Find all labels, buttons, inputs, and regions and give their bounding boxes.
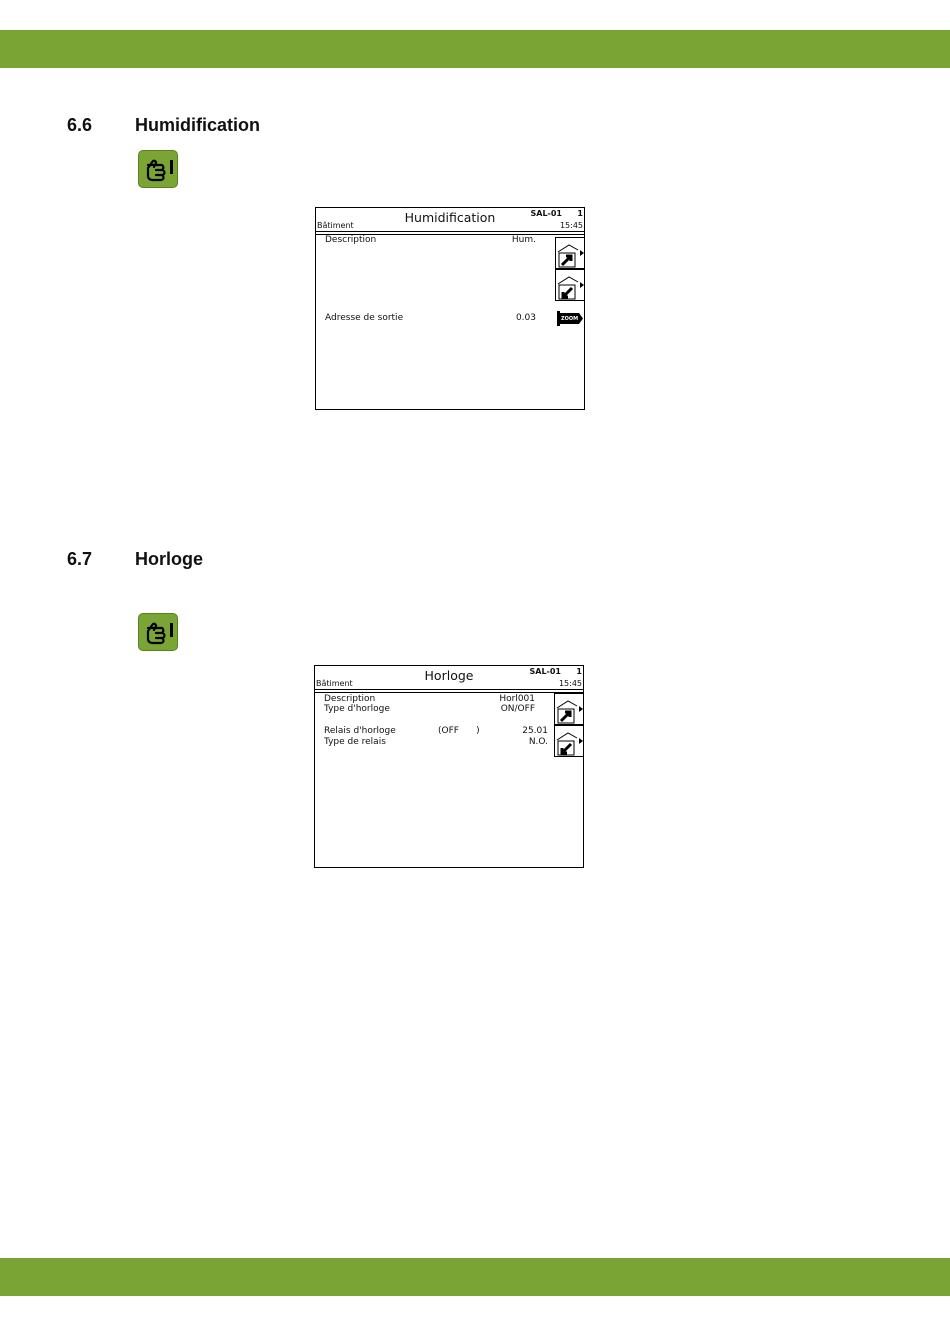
- screen-breadcrumb: Bâtiment: [316, 679, 353, 688]
- row-value[interactable]: 0.03: [515, 313, 536, 323]
- divider: [315, 692, 583, 693]
- divider: [315, 689, 583, 690]
- screen-code: SAL-01: [530, 209, 562, 218]
- screen-breadcrumb: Bâtiment: [317, 221, 354, 230]
- row-label: Relais d'horloge: [324, 726, 396, 736]
- house-arrow-up-icon: [556, 238, 585, 270]
- device-screen-humidification: [315, 207, 585, 410]
- row-value[interactable]: Hum.: [511, 235, 536, 245]
- zoom-label: ZOOM: [561, 316, 579, 322]
- row-label: Adresse de sortie: [325, 313, 404, 323]
- device-screen-horloge: [314, 665, 584, 868]
- house-arrow-down-button[interactable]: [555, 269, 584, 301]
- screen-title: Humidification: [404, 210, 496, 225]
- zoom-button[interactable]: [555, 306, 584, 332]
- section-title: Horloge: [135, 549, 204, 569]
- header-band: [0, 30, 950, 68]
- section-number: 6.6: [67, 115, 93, 135]
- row-value[interactable]: Horl001: [499, 694, 535, 704]
- row-value[interactable]: N.O.: [528, 737, 548, 747]
- row-label: Description: [324, 694, 376, 704]
- row-label: Description: [325, 235, 377, 245]
- screen-number: 1: [576, 667, 582, 676]
- screen-code: SAL-01: [529, 667, 561, 676]
- row-status: (OFF ): [438, 726, 480, 736]
- section-title: Humidification: [135, 115, 260, 135]
- divider: [316, 231, 584, 232]
- house-arrow-down-icon: [556, 270, 585, 302]
- row-label: Type d'horloge: [324, 704, 390, 714]
- row-value[interactable]: 25.01: [522, 726, 548, 736]
- footer-band: [0, 1258, 950, 1296]
- house-arrow-up-icon: [555, 694, 584, 726]
- house-arrow-up-button[interactable]: [554, 693, 583, 725]
- screen-number: 1: [577, 209, 583, 218]
- row-value[interactable]: ON/OFF: [500, 704, 535, 714]
- hand-pointer-icon: [138, 613, 178, 651]
- row-label: Type de relais: [324, 737, 386, 747]
- section-number: 6.7: [67, 549, 93, 569]
- hand-pointer-icon: [138, 150, 178, 188]
- screen-time: 15:45: [559, 221, 583, 230]
- screen-time: 15:45: [558, 679, 582, 688]
- screen-title: Horloge: [424, 668, 474, 683]
- house-arrow-down-icon: [555, 726, 584, 758]
- house-arrow-up-button[interactable]: [555, 237, 584, 269]
- house-arrow-down-button[interactable]: [554, 725, 583, 757]
